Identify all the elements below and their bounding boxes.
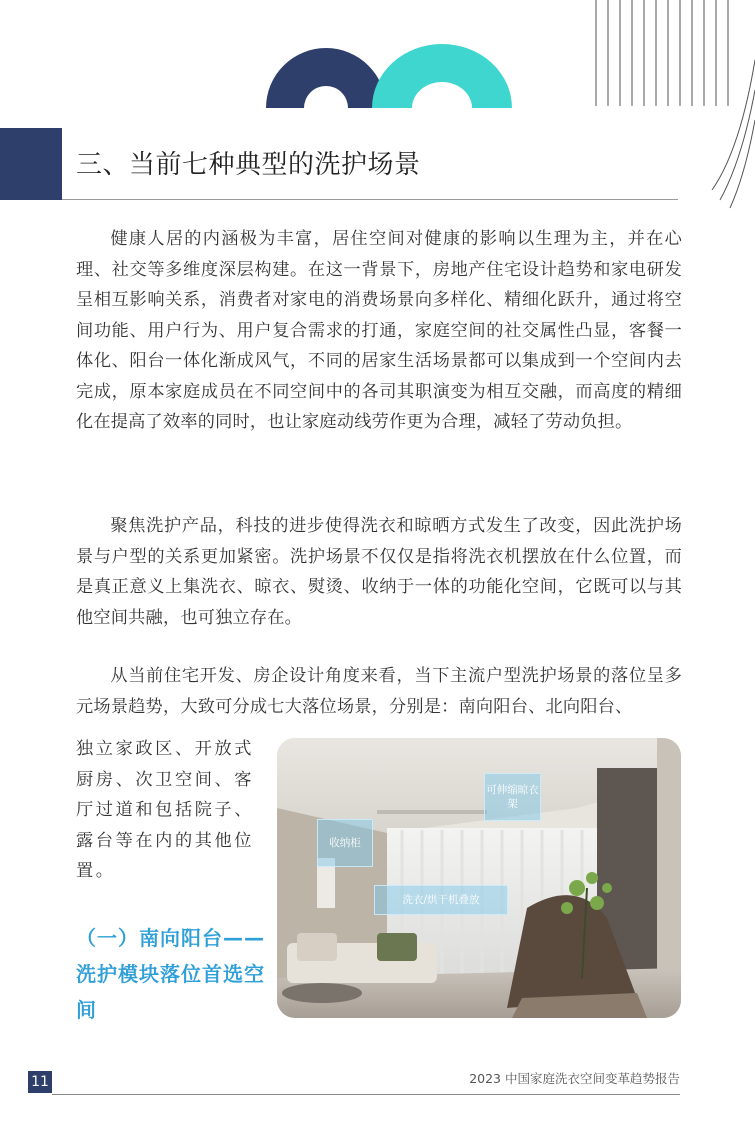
paragraph-2: 聚焦洗护产品，科技的进步使得洗衣和晾晒方式发生了改变，因此洗护场景与户型的关系更加紧密。洗护场景不仅仅是指将洗衣机摆放在什么位置，而是真正意义上集洗衣、晾衣、熨烫、收纳于一体的功能化空间，它既可以与其他空间共融，也可独立存在。 [76, 516, 682, 628]
label-washer-dryer-stack: 洗衣/烘干机叠放 [374, 885, 508, 915]
label-retractable-rack: 可伸缩晾衣架 [484, 773, 541, 821]
title-accent-block [0, 128, 62, 200]
page-number: 11 [28, 1071, 52, 1093]
paragraph-3-continued: 独立家政区、开放式厨房、次卫空间、客厅过道和包括院子、露台等在内的其他位置。 [76, 739, 255, 881]
subheading-south-balcony: （一）南向阳台——洗护模块落位首选空间 [76, 926, 265, 1022]
section-title: 三、当前七种典型的洗护场景 [76, 150, 421, 180]
label-storage-cabinet: 收纳柜 [317, 819, 373, 867]
living-room-photo [277, 738, 681, 1018]
teal-arch [372, 44, 512, 108]
decorative-lines [590, 0, 755, 210]
decorative-arcs [264, 38, 514, 108]
navy-arch [266, 48, 386, 108]
paragraph-1: 健康人居的内涵极为丰富，居住空间对健康的影响以生理为主，并在心理、社交等多维度深层构建。在这一背景下，房地产住宅设计趋势和家电研发呈相互影响关系，消费者对家电的消费场景向多样化、精细化跃升，通过将空间功能、用户行为、用户复合需求的打通，家庭空间的社交属性凸显，客餐一体化、阳台一体化渐成风气，不同的居家生活场景都可以集成到一个空间内去完成，原本家庭成员在不同空间中的各司其职演变为相互交融，而高度的精细化在提高了效率的同时，也让家庭动线劳作更为合理，减轻了劳动负担。 [76, 229, 682, 432]
footer-rule [52, 1094, 680, 1095]
living-room-illustration [277, 738, 681, 1018]
report-title: 2023 中国家庭洗衣空间变革趋势报告 [469, 1071, 680, 1086]
title-underline [62, 199, 678, 200]
paragraph-3: 从当前住宅开发、房企设计角度来看，当下主流户型洗护场景的落位呈多元场景趋势，大致可分成七大落位场景，分别是：南向阳台、北向阳台、 [76, 666, 682, 717]
